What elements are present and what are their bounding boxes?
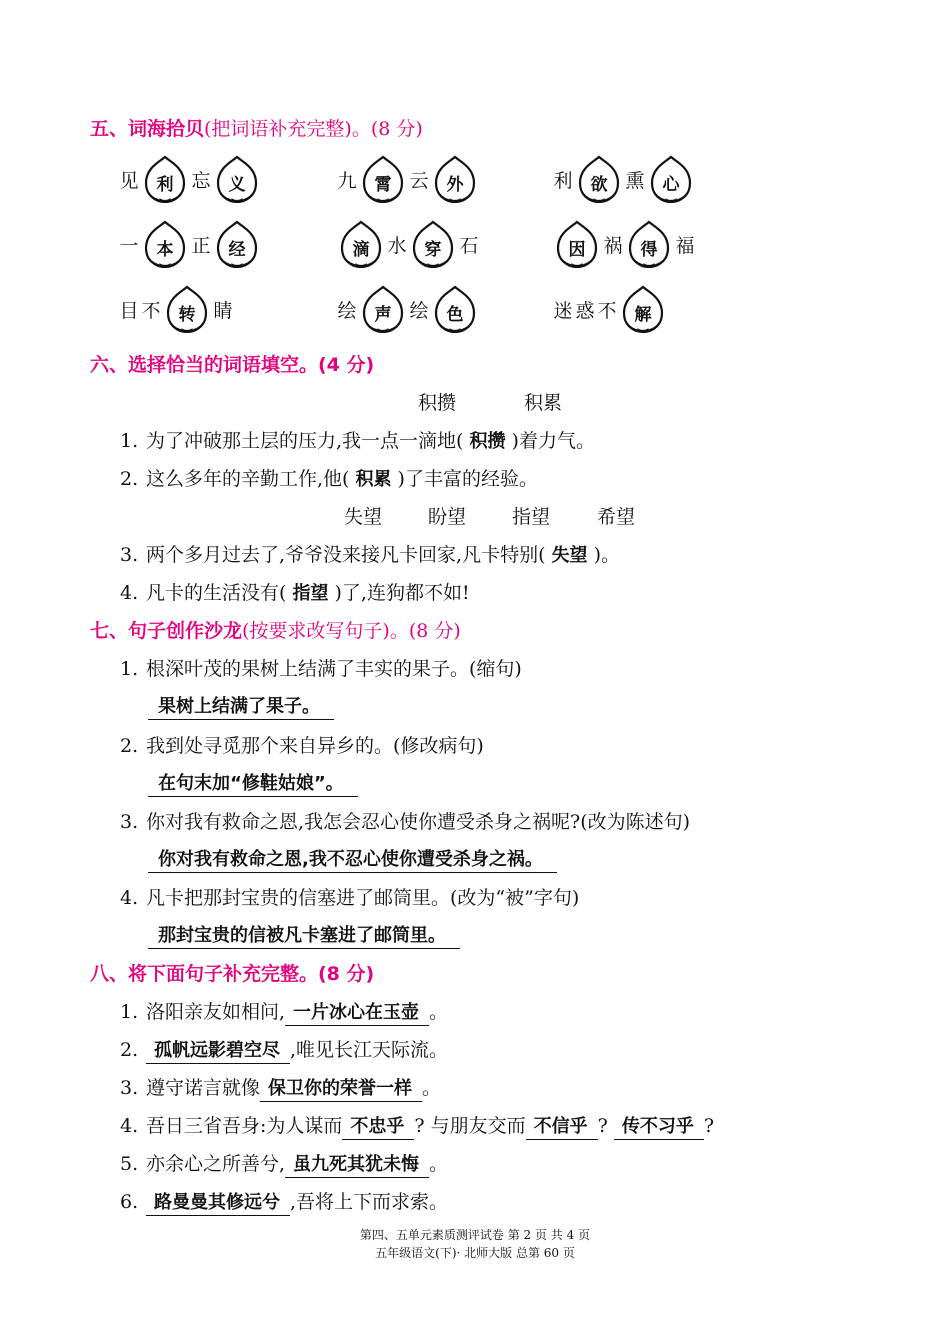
answer-char: 穿 <box>424 240 442 260</box>
peach-answer-box <box>648 154 694 204</box>
answer: 积攒 <box>469 431 506 452</box>
idiom-char: 迷 <box>553 299 573 322</box>
idiom-item <box>552 284 668 334</box>
idiom-item <box>336 284 480 334</box>
answer-char: 声 <box>374 305 392 325</box>
answer-blank: 保卫你的荣誉一样 <box>260 1078 422 1102</box>
answer-char: 得 <box>640 240 658 260</box>
footer-unit-page: 第四、五单元素质测评试卷 第 2 页 共 4 页 <box>359 1228 591 1242</box>
question-7-2: 2. 我到处寻觅那个来自异乡的。(修改病句) <box>120 735 484 757</box>
peach-answer-box <box>554 219 600 269</box>
question-8-1: 1. 洛阳亲友如相问, 一片冰心在玉壶 。 <box>120 997 448 1026</box>
answer-char: 本 <box>156 240 174 260</box>
idiom-char: 福 <box>675 234 695 257</box>
idiom-item <box>118 154 262 204</box>
peach-answer-box <box>626 219 672 269</box>
peach-answer-box <box>432 284 478 334</box>
answer-line: 你对我有救命之恩,我不忍心使你遭受杀身之祸。 <box>148 845 557 873</box>
word-choice: 盼望 <box>428 506 467 528</box>
section-7-title: 七、句子创作沙龙(按要求改写句子)。(8 分) <box>90 620 461 642</box>
idiom-char: 不 <box>597 299 617 322</box>
idiom-char: 见 <box>119 169 139 192</box>
answer-char: 色 <box>446 305 464 325</box>
idiom-char: 石 <box>459 234 479 257</box>
idiom-char: 睛 <box>213 299 233 322</box>
question-8-6: 6. 路曼曼其修远兮 ,吾将上下而求索。 <box>120 1187 448 1216</box>
question-6-2: 2. 这么多年的辛勤工作,他( 积累 )了丰富的经验。 <box>120 468 538 490</box>
answer-char: 因 <box>568 240 586 260</box>
idiom-item <box>552 219 696 269</box>
idiom-char: 熏 <box>625 169 645 192</box>
word-choice: 积攒 <box>418 392 457 414</box>
section-6-title: 六、选择恰当的词语填空。(4 分) <box>90 354 375 376</box>
answer-char: 转 <box>178 305 196 325</box>
idiom-char: 九 <box>337 169 357 192</box>
idiom-item <box>336 219 480 269</box>
idiom-char: 正 <box>191 234 211 257</box>
answer-blank: 传不习乎 <box>614 1116 704 1140</box>
answer-char: 利 <box>156 175 174 195</box>
question-7-4: 4. 凡卡把那封宝贵的信塞进了邮筒里。(改为“被”字句) <box>120 887 580 909</box>
answer-char: 心 <box>662 175 680 195</box>
peach-answer-box <box>410 219 456 269</box>
answer-line: 果树上结满了果子。 <box>148 692 334 720</box>
word-choice: 希望 <box>597 506 636 528</box>
word-choice: 积累 <box>524 392 563 414</box>
answer-char: 外 <box>446 175 464 195</box>
idiom-char: 一 <box>119 234 139 257</box>
idiom-item <box>336 154 480 204</box>
idiom-char: 利 <box>553 169 573 192</box>
answer-char: 霄 <box>374 175 392 195</box>
idiom-char: 绘 <box>409 299 429 322</box>
answer-blank: 不忠乎 <box>342 1116 414 1140</box>
answer-char: 欲 <box>590 175 608 195</box>
peach-answer-box <box>214 219 260 269</box>
answer-blank: 不信乎 <box>526 1116 598 1140</box>
idiom-char: 忘 <box>191 169 211 192</box>
answer-char: 经 <box>228 240 246 260</box>
peach-answer-box <box>142 154 188 204</box>
question-7-1: 1. 根深叶茂的果树上结满了丰实的果子。(缩句) <box>120 658 522 680</box>
peach-answer-box <box>338 219 384 269</box>
idiom-char: 水 <box>387 234 407 257</box>
question-8-5: 5. 亦余心之所善兮, 虽九死其犹未悔 。 <box>120 1149 448 1178</box>
question-8-2: 2. 孤帆远影碧空尽 ,唯见长江天际流。 <box>120 1035 448 1064</box>
answer: 失望 <box>551 545 588 566</box>
word-choice: 指望 <box>512 506 551 528</box>
question-7-3: 3. 你对我有救命之恩,我怎会忍心使你遭受杀身之祸呢?(改为陈述句) <box>120 811 691 833</box>
section-5-title: 五、词海拾贝(把词语补充完整)。(8 分) <box>90 118 423 140</box>
idiom-char: 惑 <box>575 299 595 322</box>
section-8-title: 八、将下面句子补充完整。(8 分) <box>90 963 375 985</box>
idiom-item <box>118 284 234 334</box>
answer-blank: 孤帆远影碧空尽 <box>146 1040 290 1064</box>
peach-answer-box <box>214 154 260 204</box>
answer-line: 在句末加“修鞋姑娘”。 <box>148 769 358 797</box>
question-8-4: 4. 吾日三省吾身:为人谋而 不忠乎 ? 与朋友交而 不信乎 ? 传不习乎 ? <box>120 1111 714 1140</box>
idiom-char: 目 <box>119 299 139 322</box>
peach-answer-box <box>142 219 188 269</box>
idiom-item <box>552 154 696 204</box>
idiom-item <box>118 219 262 269</box>
peach-answer-box <box>360 284 406 334</box>
answer: 积累 <box>355 469 392 490</box>
answer-line: 那封宝贵的信被凡卡塞进了邮筒里。 <box>148 921 460 949</box>
answer: 指望 <box>292 583 329 604</box>
peach-answer-box <box>432 154 478 204</box>
idiom-char: 不 <box>141 299 161 322</box>
answer-blank: 一片冰心在玉壶 <box>285 1002 429 1026</box>
question-6-1: 1. 为了冲破那土层的压力,我一点一滴地( 积攒 )着力气。 <box>120 430 595 452</box>
answer-char: 义 <box>228 175 246 195</box>
footer-total-page: 五年级语文(下)· 北师大版 总第 60 页 <box>375 1246 575 1260</box>
answer-char: 滴 <box>352 240 370 260</box>
idiom-char: 云 <box>409 169 429 192</box>
question-6-3: 3. 两个多月过去了,爷爷没来接凡卡回家,凡卡特别( 失望 )。 <box>120 544 621 566</box>
question-6-4: 4. 凡卡的生活没有( 指望 )了,连狗都不如! <box>120 582 470 604</box>
idiom-char: 祸 <box>603 234 623 257</box>
answer-char: 解 <box>634 305 652 325</box>
peach-answer-box <box>164 284 210 334</box>
peach-answer-box <box>576 154 622 204</box>
answer-blank: 虽九死其犹未悔 <box>285 1154 429 1178</box>
word-choice: 失望 <box>344 506 383 528</box>
idiom-char: 绘 <box>337 299 357 322</box>
answer-blank: 路曼曼其修远兮 <box>146 1192 290 1216</box>
peach-answer-box <box>620 284 666 334</box>
peach-answer-box <box>360 154 406 204</box>
question-8-3: 3. 遵守诺言就像 保卫你的荣誉一样 。 <box>120 1073 441 1102</box>
